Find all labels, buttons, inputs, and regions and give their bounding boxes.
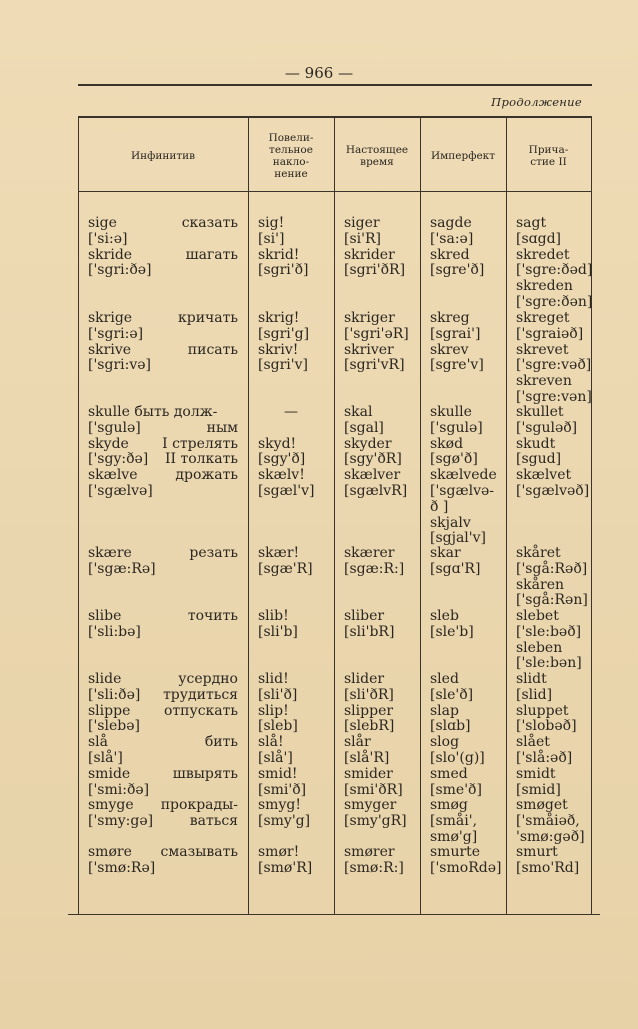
imperative-form [258, 405, 314, 500]
column-divider [248, 118, 249, 915]
danish-text: ['sgri:ə] [88, 325, 144, 342]
present-form [344, 609, 394, 641]
form-line: smid! [258, 765, 298, 782]
form-line: [sli'ðR] [344, 686, 394, 703]
form-line: [slebR] [344, 718, 395, 735]
form-line: ['sgælvəð] [516, 482, 590, 499]
form-line: [sgri'ð] [258, 262, 309, 279]
form-line: skrid! [258, 246, 300, 263]
infinitive-entry [88, 609, 238, 641]
infinitive-line [88, 672, 238, 688]
form-line: skjalv [430, 514, 471, 531]
page-number: — 966 — [284, 64, 354, 82]
russian-translation: ным [206, 419, 238, 436]
danish-text: ['sgri:ðə] [88, 262, 152, 279]
infinitive-line [88, 216, 238, 232]
continuation-label: Продолжение [491, 95, 582, 109]
form-line: slipper [344, 702, 394, 719]
form-line: skåret [516, 545, 561, 561]
infinitive-line [88, 421, 238, 437]
form-line: smøget [516, 797, 568, 814]
form-line: [smid] [516, 781, 561, 798]
form-line: ['sgre:ðəd] [516, 262, 593, 279]
form-line: ['sgre:vəð] [516, 357, 592, 374]
russian-translation: точить [187, 608, 238, 624]
form-line: slib! [258, 608, 289, 624]
form-line: skåren [516, 576, 565, 593]
form-line: [smi'ð] [258, 781, 307, 798]
infinitive-line [88, 232, 238, 248]
form-line: ['sle:bəð] [516, 623, 582, 640]
danish-text: ['sgri:və] [88, 357, 151, 374]
infinitive-line [88, 798, 238, 814]
present-form [344, 672, 407, 830]
form-line: [sleb] [258, 718, 298, 735]
imperfect-form [430, 609, 474, 641]
form-line: ['sguləð] [516, 419, 578, 436]
infinitive-line [88, 327, 238, 343]
form-line: [sgre'v] [430, 357, 484, 374]
imperfect-form [430, 672, 485, 846]
header-rule [78, 191, 592, 192]
russian-translation: отпускать [163, 702, 238, 719]
form-line: sagt [516, 215, 547, 231]
danish-text: slide [88, 671, 122, 687]
form-line: ['sgre:ðən] [516, 293, 593, 310]
form-line: [sle'ð] [430, 686, 474, 703]
header-present: Настоящее время [345, 144, 409, 168]
form-line: [sgø'ð] [430, 451, 478, 468]
form-line: smyg! [258, 797, 301, 814]
danish-text: skride [88, 246, 133, 263]
danish-text: ['sgy:ðə] [88, 451, 149, 468]
imperative-form [258, 845, 312, 877]
form-line: smør! [258, 844, 300, 860]
infinitive-entry [88, 216, 238, 279]
imperative-form [258, 672, 310, 830]
danish-text: ['smø:Rə] [88, 859, 156, 876]
form-line: skælvede [430, 467, 497, 484]
danish-text: smyge [88, 797, 134, 814]
form-line: [sgri'g] [258, 325, 310, 342]
participle-form [516, 405, 589, 500]
danish-text: ['sli:bə] [88, 623, 141, 640]
column-divider [334, 118, 335, 915]
form-line: ['sgå:Rən] [516, 592, 588, 609]
danish-text: smøre [88, 844, 132, 860]
infinitive-line [88, 311, 238, 327]
form-line: [sli'bR] [344, 623, 395, 640]
infinitive-line [88, 609, 238, 625]
infinitive-entry [88, 546, 238, 578]
form-line: [sgy'ð] [258, 451, 306, 468]
form-line: [slo'(g)] [430, 749, 485, 766]
form-line: smed [430, 765, 468, 782]
column-divider [420, 118, 421, 915]
form-line: skælv! [258, 467, 305, 484]
form-line: skal [344, 404, 373, 420]
danish-text: ['slebə] [88, 718, 140, 735]
participle-form [516, 216, 592, 311]
present-form [344, 845, 404, 877]
form-line: [sgæl'v] [258, 482, 315, 499]
infinitive-line [88, 546, 238, 562]
infinitive-entry [88, 672, 238, 830]
form-line: [sgri'v] [258, 357, 308, 374]
infinitive-line [88, 751, 238, 767]
danish-text: smide [88, 765, 131, 782]
form-line: skreven [516, 373, 572, 390]
infinitive-entry [88, 405, 238, 500]
form-line: slap [430, 702, 459, 719]
form-line: ['sle:bən] [516, 655, 582, 672]
form-line: ['slå:əð] [516, 749, 573, 766]
form-line: sliber [344, 608, 385, 624]
form-line: sluppet [516, 702, 569, 719]
form-line: ['sgå:Rəð] [516, 560, 588, 577]
form-line: smyger [344, 797, 397, 814]
infinitive-line [88, 484, 238, 500]
form-line: ð ] [430, 498, 449, 515]
infinitive-line [88, 358, 238, 374]
form-line: ['sgraiəð] [516, 325, 584, 342]
danish-text: slå [88, 734, 109, 751]
form-line: skrider [344, 246, 395, 263]
form-line: smøg [430, 797, 468, 814]
infinitive-line [88, 719, 238, 735]
form-line: [sgælvR] [344, 482, 408, 499]
header-imperative: Повели- тельное накло- нение [268, 132, 314, 180]
form-line: skrevet [516, 341, 569, 358]
infinitive-line [88, 625, 238, 641]
danish-text: ['sgæ:Rə] [88, 560, 156, 577]
infinitive-line [88, 263, 238, 279]
header-infinitive: Инфинитив [130, 150, 196, 162]
form-line: smø'g] [430, 828, 478, 845]
infinitive-entry [88, 311, 238, 374]
form-line: [sle'b] [430, 623, 474, 640]
infinitive-line [88, 405, 238, 421]
form-line: [sgæ:R:] [344, 560, 405, 577]
present-form [344, 311, 409, 374]
participle-form [516, 845, 579, 877]
form-line: sleben [516, 639, 563, 656]
form-line: skød [430, 435, 464, 452]
danish-text: ['si:ə] [88, 230, 128, 247]
infinitive-line [88, 343, 238, 359]
imperfect-form [430, 311, 484, 374]
russian-translation: прокрады- [160, 797, 238, 814]
imperfect-form [430, 216, 484, 279]
danish-text: ['sli:ðə] [88, 686, 141, 703]
form-line: ['sa:ə] [430, 230, 474, 247]
infinitive-line [88, 767, 238, 783]
form-line: sagde [430, 215, 472, 231]
form-line: [sgre'ð] [430, 262, 485, 279]
form-line: [sgal] [344, 419, 384, 436]
form-line: slået [516, 734, 550, 751]
present-form [344, 405, 407, 500]
form-line: [sgy'ðR] [344, 451, 402, 468]
danish-text: skyde [88, 435, 129, 452]
russian-translation: трудиться [163, 686, 238, 703]
form-line: smider [344, 765, 393, 782]
form-line: — [284, 404, 298, 420]
infinitive-line [88, 248, 238, 264]
form-line: skredet [516, 246, 570, 263]
form-line: [sgri'vR] [344, 357, 405, 374]
danish-text: ['smy:gə] [88, 813, 154, 830]
form-line: [sgri'ðR] [344, 262, 406, 279]
imperative-form [258, 216, 309, 279]
infinitive-line [88, 452, 238, 468]
form-line: [smo'Rd] [516, 859, 580, 876]
form-line: ['sgri'əR] [344, 325, 409, 342]
form-line: slog [430, 734, 460, 751]
form-line: skælver [344, 467, 401, 484]
form-line: 'smø:gəð] [516, 828, 585, 845]
form-line: slidt [516, 671, 547, 687]
form-line: [smy'gR] [344, 813, 407, 830]
infinitive-line [88, 688, 238, 704]
present-form [344, 546, 404, 578]
imperative-form [258, 546, 313, 578]
form-line: skriger [344, 310, 395, 326]
danish-text: sige [88, 215, 117, 231]
participle-form [516, 311, 592, 406]
form-line: [sgud] [516, 451, 562, 468]
russian-translation: бить [204, 734, 238, 751]
form-line: skreg [430, 310, 470, 326]
form-line: [slå'R] [344, 749, 390, 766]
form-line: ['smoRdə] [430, 859, 502, 876]
russian-translation: ваться [189, 813, 238, 830]
form-line: smurt [516, 844, 558, 860]
russian-translation: I стрелять [162, 435, 238, 452]
danish-text: ['smi:ðə] [88, 781, 150, 798]
form-line: skærer [344, 545, 395, 561]
form-line: skælvet [516, 467, 572, 484]
form-line: skær! [258, 545, 300, 561]
imperative-form [258, 311, 309, 374]
russian-translation: дрожать [175, 467, 238, 484]
form-line: [sli'ð] [258, 686, 298, 703]
danish-text: skælve [88, 467, 138, 484]
form-line: [smø'R] [258, 859, 313, 876]
form-line: [si'] [258, 230, 285, 247]
bottom-rule [68, 914, 600, 915]
russian-translation: шагать [185, 246, 238, 263]
form-line: skullet [516, 404, 564, 420]
infinitive-line [88, 861, 238, 877]
verb-table [78, 116, 592, 915]
imperfect-form [430, 845, 501, 877]
infinitive-line [88, 783, 238, 799]
danish-text: skulle быть долж- [88, 404, 218, 420]
form-line: ['sgre:vən] [516, 388, 592, 405]
form-line: [sgæ'R] [258, 560, 313, 577]
infinitive-line [88, 845, 238, 861]
form-line: [slid] [516, 686, 553, 703]
form-line: siger [344, 215, 380, 231]
form-line: skar [430, 545, 461, 561]
russian-translation: резать [189, 545, 238, 561]
infinitive-line [88, 814, 238, 830]
danish-text: ['sgælvə] [88, 482, 153, 499]
danish-text: skrive [88, 341, 132, 358]
danish-text: ['sgulə] [88, 419, 141, 436]
form-line: smører [344, 844, 395, 860]
danish-text: slibe [88, 608, 122, 624]
form-line: slid! [258, 671, 289, 687]
form-line: skriv! [258, 341, 299, 358]
form-line: skyder [344, 435, 392, 452]
form-line: smurte [430, 844, 481, 860]
infinitive-line [88, 562, 238, 578]
column-divider [506, 118, 507, 915]
form-line: [smi'ðR] [344, 781, 403, 798]
russian-translation: сказать [181, 215, 238, 231]
form-line: skriver [344, 341, 394, 358]
form-line: [sgrai'] [430, 325, 481, 342]
form-line: slå! [258, 734, 284, 751]
form-line: skudt [516, 435, 556, 452]
form-line: [slɑb] [430, 718, 471, 735]
russian-translation: смазывать [160, 844, 238, 860]
form-line: [slå'] [258, 749, 293, 766]
form-line: [si'R] [344, 230, 381, 247]
form-line: [smø:R:] [344, 859, 404, 876]
participle-form [516, 609, 582, 672]
russian-translation: швырять [172, 765, 238, 782]
form-line: [sɑgd] [516, 230, 561, 247]
imperfect-form [430, 546, 480, 578]
form-line: [sgɑ'R] [430, 560, 481, 577]
form-line: skreget [516, 310, 570, 326]
form-line: skrig! [258, 310, 300, 326]
form-line: slip! [258, 702, 289, 719]
form-line: ['sgulə] [430, 419, 483, 436]
form-line: smidt [516, 765, 556, 782]
header-imperfect: Имперфект [430, 150, 496, 162]
form-line: [småi', [430, 813, 478, 830]
participle-form [516, 672, 585, 846]
infinitive-line [88, 468, 238, 484]
russian-translation: писать [187, 341, 238, 358]
imperfect-form [430, 405, 497, 547]
form-line: sig! [258, 215, 285, 231]
russian-translation: кричать [177, 310, 238, 326]
form-line [258, 421, 314, 437]
participle-form [516, 546, 588, 609]
table-border-left [78, 118, 79, 915]
infinitive-line [88, 704, 238, 720]
header-participle: Прича- стие II [528, 144, 569, 168]
danish-text: [slå'] [88, 749, 123, 766]
imperative-form [258, 609, 298, 641]
infinitive-entry [88, 845, 238, 877]
danish-text: skrige [88, 310, 133, 326]
form-line: skyd! [258, 435, 297, 452]
form-line: ['småiəð, [516, 813, 580, 830]
form-line: skulle [430, 404, 472, 420]
form-line: [sme'ð] [430, 781, 482, 798]
form-line: skreden [516, 278, 573, 295]
form-line: sleb [430, 608, 459, 624]
infinitive-line [88, 437, 238, 453]
infinitive-line [88, 735, 238, 751]
form-line: skred [430, 246, 470, 263]
form-line: [sgjal'v] [430, 530, 486, 547]
russian-translation: II толкать [164, 451, 238, 468]
form-line: slebet [516, 608, 559, 624]
top-rule [78, 84, 592, 86]
form-line: slår [344, 734, 371, 751]
danish-text: skære [88, 545, 132, 561]
form-line: sled [430, 671, 459, 687]
form-line: [smy'g] [258, 813, 311, 830]
russian-translation: усердно [178, 671, 238, 687]
form-line: skrev [430, 341, 469, 358]
form-line: slider [344, 671, 385, 687]
present-form [344, 216, 405, 279]
danish-text: slippe [88, 702, 131, 719]
form-line: ['slobəð] [516, 718, 577, 735]
form-line: ['sgælvə- [430, 482, 495, 499]
form-line: [sli'b] [258, 623, 298, 640]
